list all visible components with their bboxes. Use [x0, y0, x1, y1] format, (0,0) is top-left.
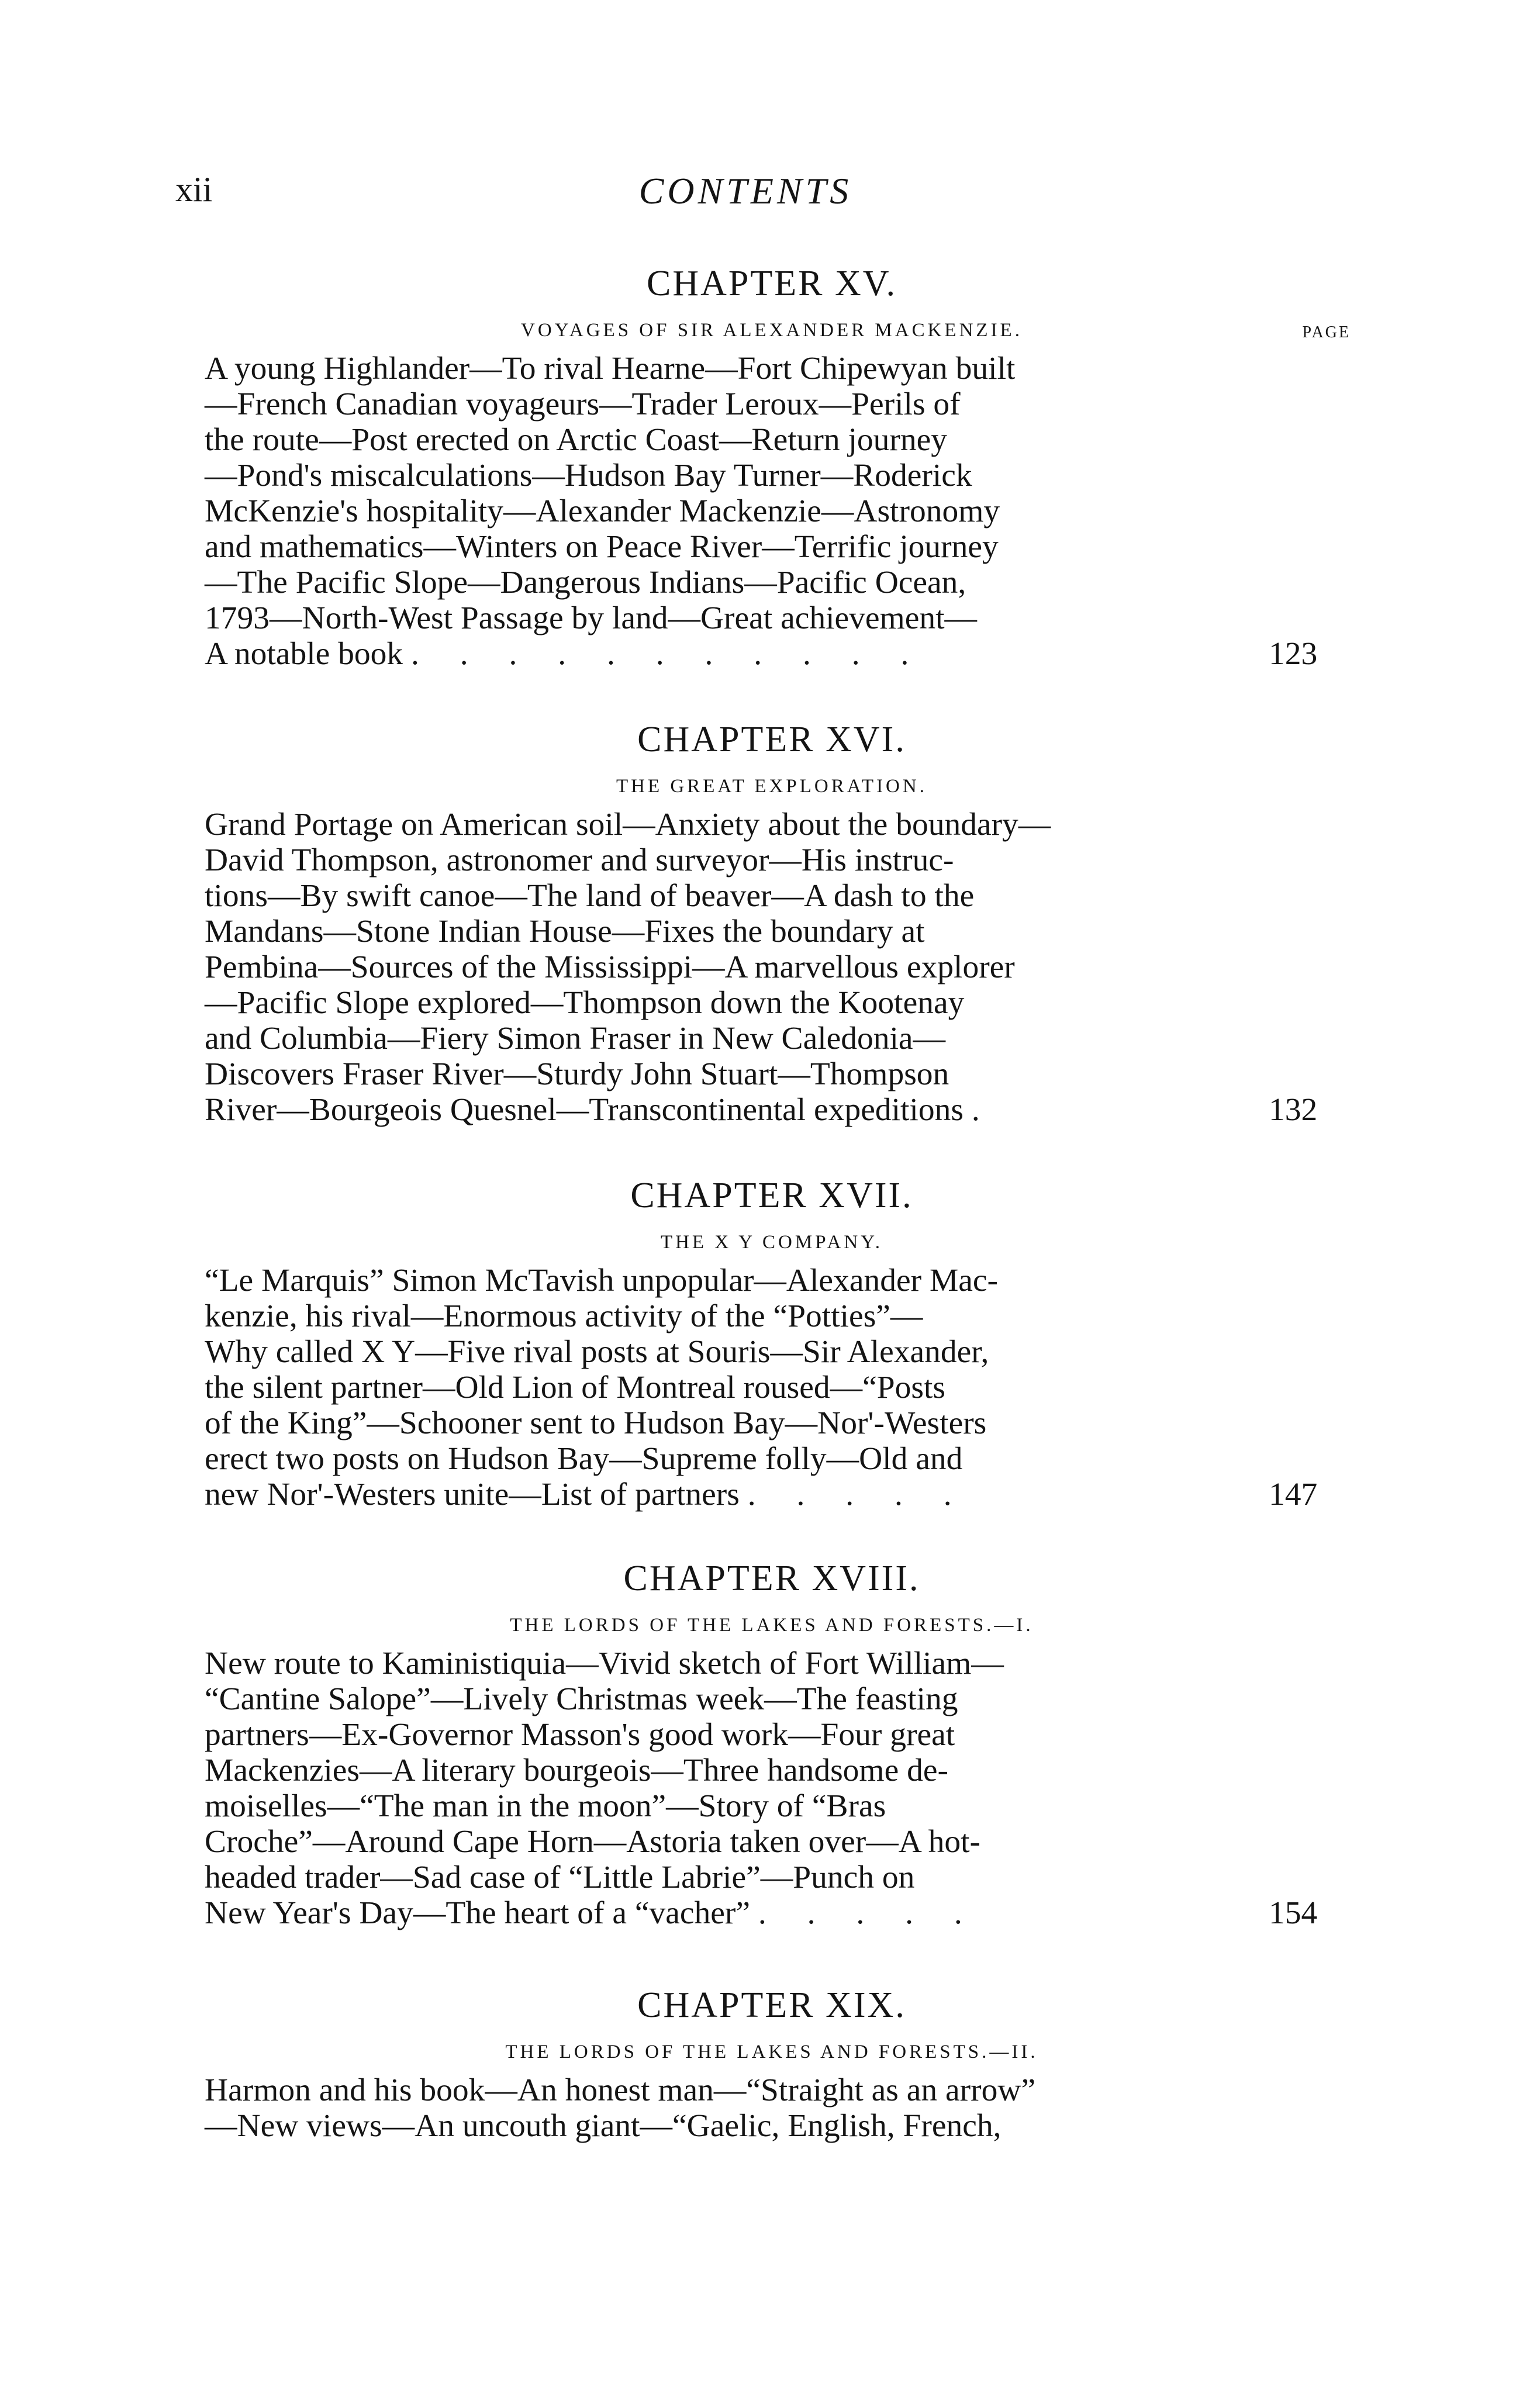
summary-line: Mackenzies—A literary bourgeois—Three handsome de- [205, 1753, 948, 1788]
dot-leader: . . . . . . . . . . . [411, 636, 926, 672]
chapter-heading: CHAPTER XIX. [637, 1985, 906, 2025]
summary-line-text: A notable book [205, 636, 403, 672]
summary-line: “Le Marquis” Simon McTavish unpopular—Alexander Mac- [205, 1263, 999, 1298]
summary-line: the silent partner—Old Lion of Montreal roused—“Posts [205, 1370, 946, 1405]
summary-line: —Pond's miscalculations—Hudson Bay Turner—Roderick [205, 458, 972, 493]
summary-line-last [205, 1477, 1257, 1512]
summary-line: New route to Kaministiquia—Vivid sketch of Fort William— [205, 1646, 1004, 1681]
summary-line: kenzie, his rival—Enormous activity of the “Potties”— [205, 1298, 923, 1334]
summary-line: —New views—An uncouth giant—“Gaelic, English, French, [205, 2108, 1002, 2144]
summary-line-last [205, 1895, 1257, 1931]
chapter-subtitle-text: THE LORDS OF THE LAKES AND FORESTS.—II. [505, 2041, 1038, 2062]
summary-line: 1793—North-West Passage by land—Great achievement— [205, 600, 977, 636]
summary-line-last [205, 1092, 1257, 1128]
summary-line: headed trader—Sad case of “Little Labrie”—Punch on [205, 1860, 915, 1895]
summary-line: of the King”—Schooner sent to Hudson Bay—Nor'-Westers [205, 1405, 987, 1441]
chapter-subtitle-text: THE LORDS OF THE LAKES AND FORESTS.—I. [510, 1615, 1034, 1636]
dot-leader: . . . . . [747, 1477, 968, 1512]
chapter-subtitle [205, 1222, 1339, 1263]
chapter-xv [205, 257, 1351, 672]
summary-line: partners—Ex-Governor Masson's good work—Four great [205, 1717, 955, 1753]
chapter-heading: CHAPTER XVIII. [623, 1559, 920, 1598]
summary-line: Why called X Y—Five rival posts at Souris—Sir Alexander, [205, 1334, 989, 1370]
chapter-subtitle [205, 2032, 1339, 2072]
chapter-heading: CHAPTER XVII. [630, 1176, 913, 1215]
summary-line: Mandans—Stone Indian House—Fixes the boundary at [205, 914, 925, 949]
page-title: CONTENTS [638, 170, 852, 212]
summary-line: Harmon and his book—An honest man—“Straight as an arrow” [205, 2072, 1036, 2108]
chapter-subtitle [205, 1605, 1339, 1646]
summary-line: moiselles—“The man in the moon”—Story of “Bras [205, 1788, 886, 1824]
chapter-subtitle-text: THE X Y COMPANY. [660, 1232, 883, 1253]
summary-line: David Thompson, astronomer and surveyor—His instruc- [205, 842, 954, 878]
chapter-xix [205, 1979, 1339, 2144]
chapter-subtitle-text: VOYAGES OF SIR ALEXANDER MACKENZIE. [521, 320, 1023, 341]
page-column-label: PAGE [1302, 323, 1351, 341]
summary-line: Grand Portage on American soil—Anxiety about the boundary— [205, 807, 1051, 842]
running-head [175, 170, 1315, 234]
chapter-xvi [205, 713, 1339, 1128]
chapter-heading: CHAPTER XV. [646, 264, 897, 303]
summary-line: —The Pacific Slope—Dangerous Indians—Pacific Ocean, [205, 565, 966, 600]
summary-line-text: new Nor'-Westers unite—List of partners [205, 1477, 740, 1512]
summary-line: A young Highlander—To rival Hearne—Fort Chipewyan built [205, 351, 1016, 386]
summary-line: the route—Post erected on Arctic Coast—Return journey [205, 422, 948, 458]
chapter-summary: Grand Portage on American soil—Anxiety about the boundary— David Thompson, astronomer and surveyor—His instruc- tions—By swift canoe—The land of beaver—A dash to the Mandans—Stone Indian House—Fixes the boundary at Pembina—Sources of the Mississippi—A marvellous explorer —Pacific Slope explored—Thompson down the Kootenay and Columbia—Fiery Simon Fraser in New Caledonia— Discovers Fraser River—Sturdy John Stuart—Thompson River—Bourgeois Quesnel—Transcontinental expeditions . 132 [205, 807, 1318, 1128]
chapter-subtitle [205, 310, 1351, 351]
chapter-summary: New route to Kaministiquia—Vivid sketch of Fort William— “Cantine Salope”—Lively Christmas week—The feasting partners—Ex-Governor Masson's good work—Four great Mackenzies—A literary bourgeois—Three handsome de- moiselles—“The man in the moon”—Story of “Bras Croche”—Around Cape Horn—Astoria taken over—A hot- headed trader—Sad case of “Little Labrie”—Punch on New Year's Day—The heart of a “vacher” . . . . . 154 [205, 1646, 1318, 1931]
chapter-xviii [205, 1552, 1339, 1931]
summary-line-last [205, 636, 1257, 672]
chapter-summary: A young Highlander—To rival Hearne—Fort Chipewyan built —French Canadian voyageurs—Trader Leroux—Perils of the route—Post erected on Arctic Coast—Return journey —Pond's miscalculations—Hudson Bay Turner—Roderick McKenzie's hospitality—Alexander Mackenzie—Astronomy and mathematics—Winters on Peace River—Terrific journey —The Pacific Slope—Dangerous Indians—Pacific Ocean, 1793—North-West Passage by land—Great achievement— A notable book . . . . . . . . . . . 123 [205, 351, 1318, 672]
chapter-xvii [205, 1169, 1339, 1512]
summary-line: erect two posts on Hudson Bay—Supreme folly—Old and [205, 1441, 963, 1477]
dot-leader: . . . . . [758, 1895, 979, 1931]
summary-line: —French Canadian voyageurs—Trader Leroux—Perils of [205, 386, 961, 422]
summary-line: Pembina—Sources of the Mississippi—A marvellous explorer [205, 949, 1015, 985]
summary-line: “Cantine Salope”—Lively Christmas week—The feasting [205, 1681, 958, 1717]
summary-line: —Pacific Slope explored—Thompson down the Kootenay [205, 985, 965, 1021]
dot-leader: . [971, 1092, 996, 1128]
chapter-subtitle-text: THE GREAT EXPLORATION. [616, 776, 927, 797]
chapter-subtitle [205, 766, 1339, 807]
summary-line: McKenzie's hospitality—Alexander Mackenzie—Astronomy [205, 493, 1000, 529]
summary-line-text: River—Bourgeois Quesnel—Transcontinental expeditions [205, 1092, 964, 1128]
chapter-heading: CHAPTER XVI. [637, 720, 906, 759]
chapter-summary [205, 2072, 1339, 2144]
summary-line: tions—By swift canoe—The land of beaver—A dash to the [205, 878, 975, 914]
summary-line: Croche”—Around Cape Horn—Astoria taken over—A hot- [205, 1824, 981, 1860]
summary-line-text: New Year's Day—The heart of a “vacher” [205, 1895, 751, 1931]
summary-line: Discovers Fraser River—Sturdy John Stuart—Thompson [205, 1056, 949, 1092]
chapter-summary: “Le Marquis” Simon McTavish unpopular—Alexander Mac- kenzie, his rival—Enormous activity of the “Potties”— Why called X Y—Five rival posts at Souris—Sir Alexander, the silent partner—Old Lion of Montreal roused—“Posts of the King”—Schooner sent to Hudson Bay—Nor'-Westers erect two posts on Hudson Bay—Supreme folly—Old and new Nor'-Westers unite—List of partners . . . . . 147 [205, 1263, 1318, 1512]
summary-line: and mathematics—Winters on Peace River—Terrific journey [205, 529, 999, 565]
summary-line: and Columbia—Fiery Simon Fraser in New Caledonia— [205, 1021, 946, 1056]
page-folio: xii [175, 170, 213, 209]
